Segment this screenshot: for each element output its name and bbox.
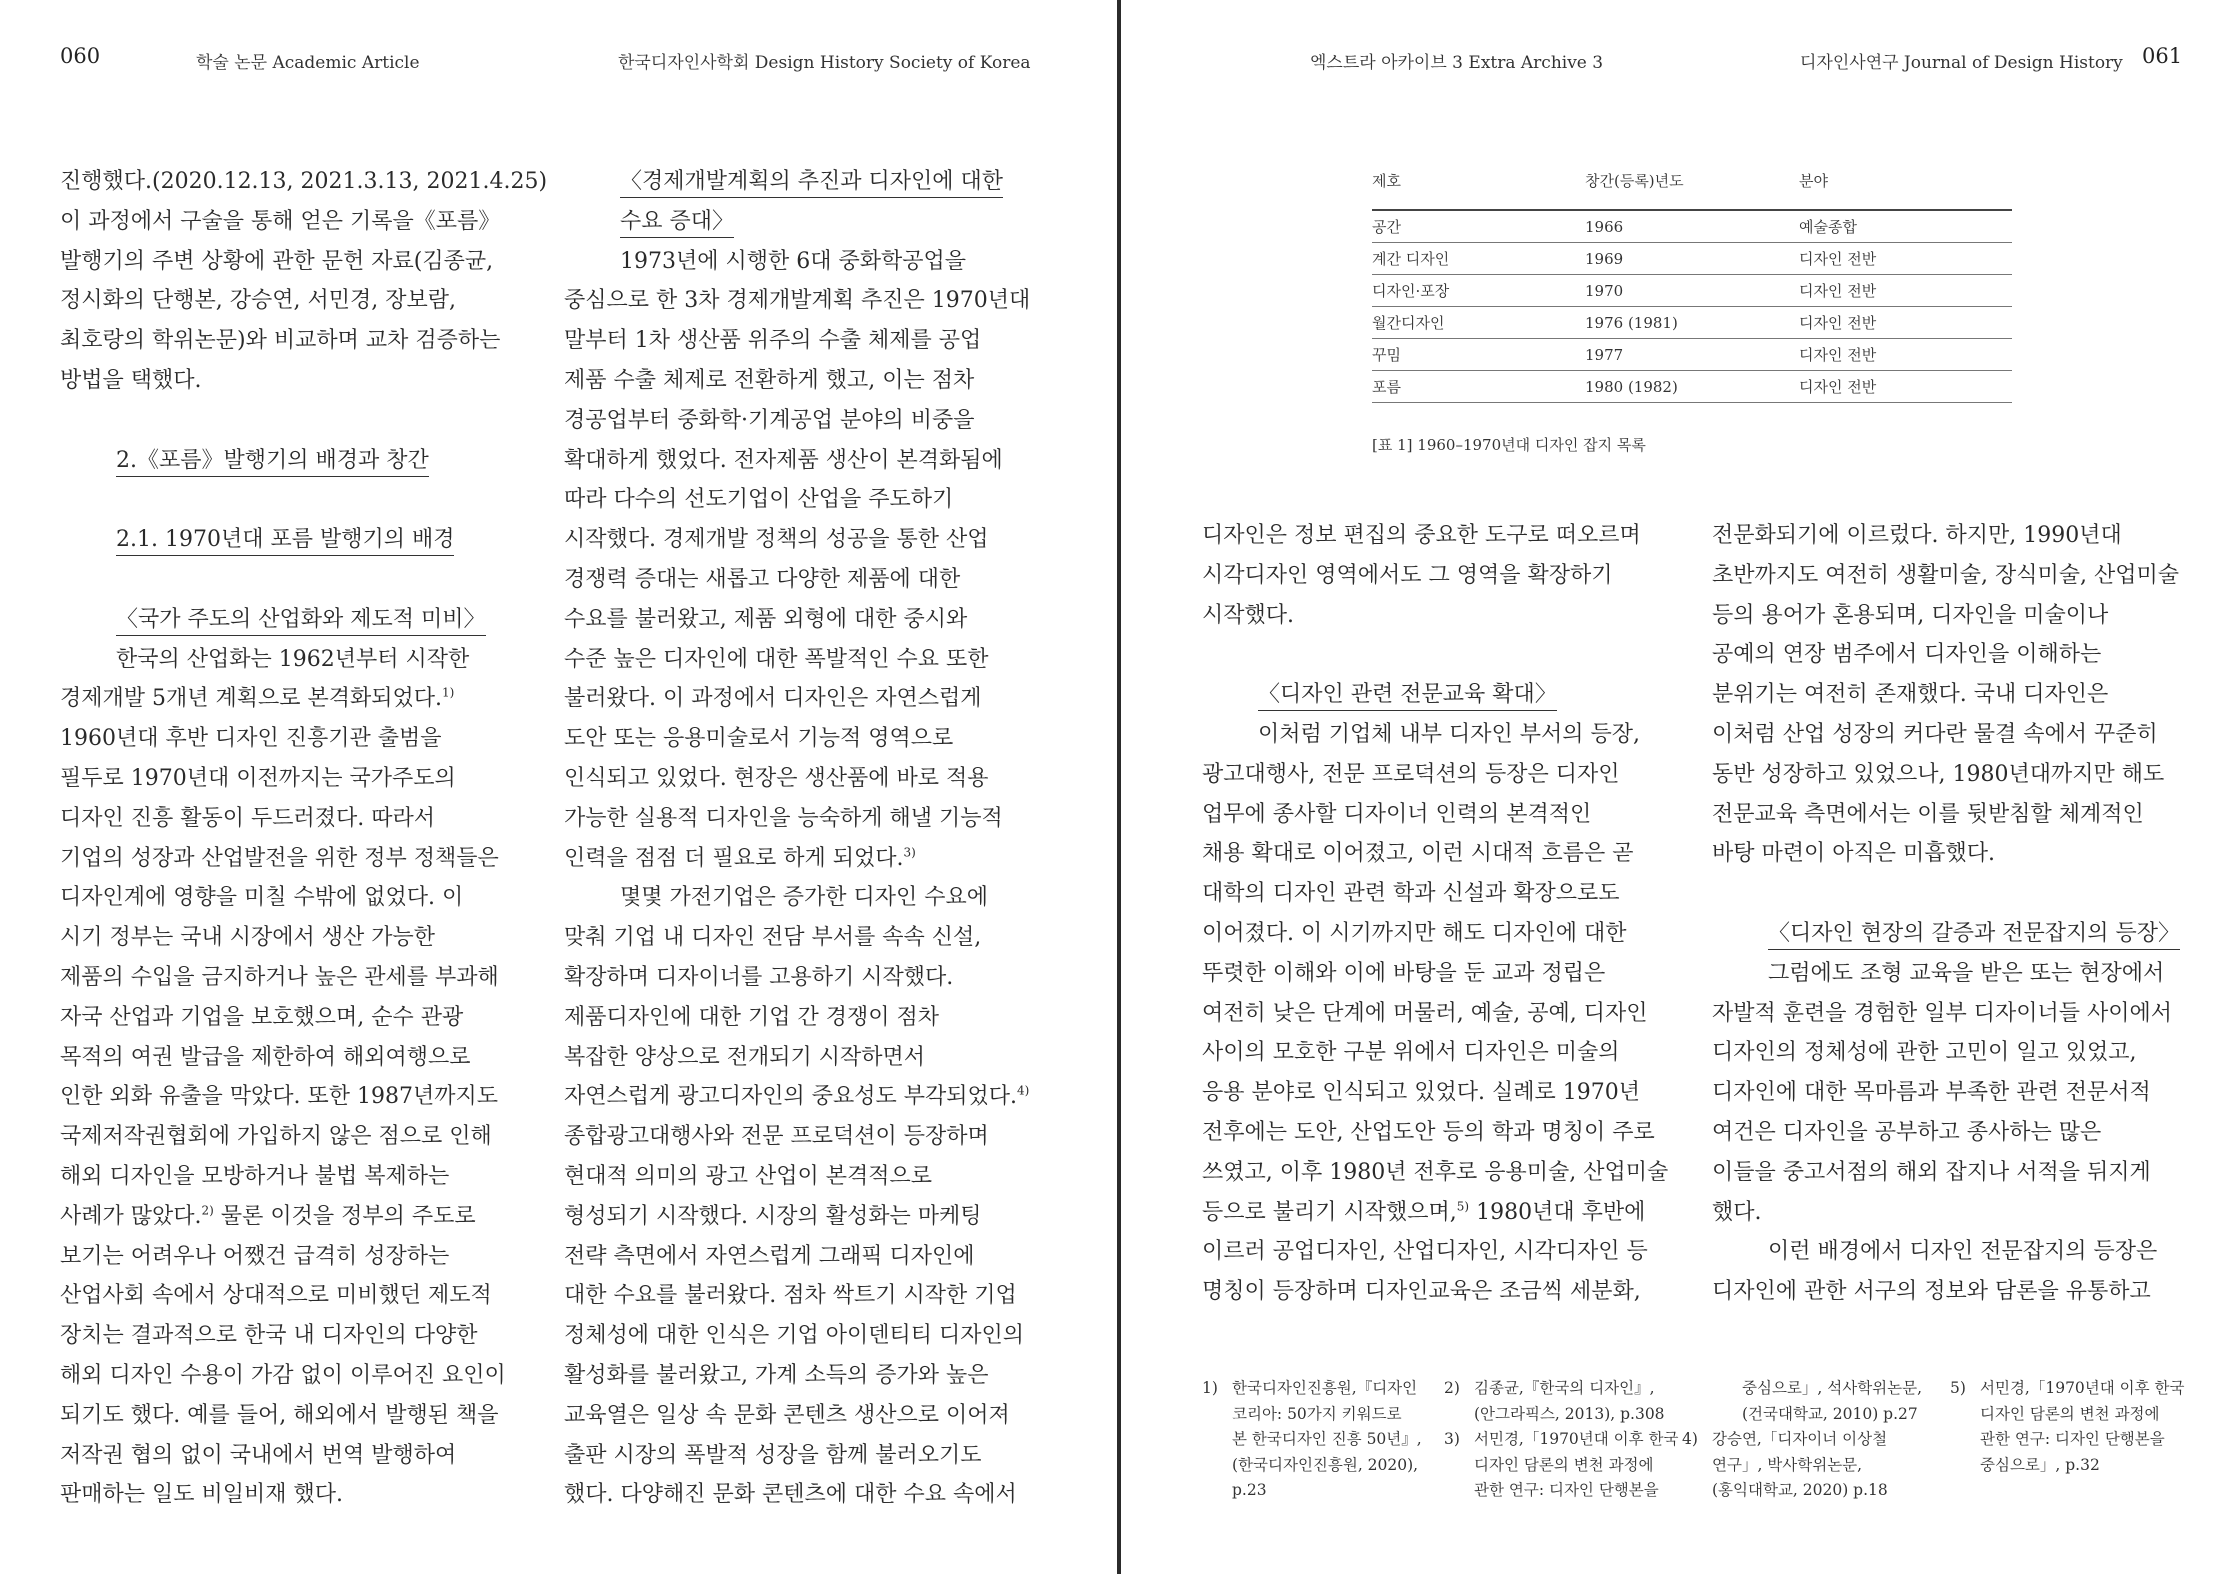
text-line: 이르러 공업디자인, 산업디자인, 시각디자인 등 xyxy=(1202,1239,1648,1265)
table-header-year: 창간(등록)년도 xyxy=(1585,164,1799,210)
text-line: 1973년에 시행한 6대 중화학공업을 xyxy=(620,248,966,274)
text-line: 이처럼 기업체 내부 디자인 부서의 등장, xyxy=(1258,721,1640,747)
text-line: 자발적 훈련을 경험한 일부 디자이너들 사이에서 xyxy=(1712,1000,2173,1026)
text-line: 진행했다.(2020.12.13, 2021.3.13, 2021.4.25) xyxy=(60,169,548,194)
footnote-number: 3) xyxy=(1444,1430,1460,1448)
text-line: 했다. xyxy=(1712,1199,1762,1225)
footnote-block-1 xyxy=(1202,1376,1422,1504)
text-line: 초반까지도 여전히 생활미술, 장식미술, 산업미술 xyxy=(1712,562,2180,588)
text-column-4 xyxy=(1712,516,2180,1312)
text-line: 했다. 다양해진 문화 콘텐츠에 대한 수요 속에서 xyxy=(564,1482,1017,1508)
header-right-section: 엑스트라 아카이브 3 Extra Archive 3 xyxy=(1310,53,1604,73)
header-left-section: 학술 논문 Academic Article xyxy=(196,53,420,73)
text-line: 여건은 디자인을 공부하고 종사하는 많은 xyxy=(1712,1119,2102,1145)
text-line: 인력을 점점 더 필요로 하게 되었다.$^{3)}$ xyxy=(564,845,916,871)
text-line: 분위기는 여전히 존재했다. 국내 디자인은 xyxy=(1712,682,2109,708)
text-column-3 xyxy=(1202,516,1668,1312)
text-line: 경쟁력 증대는 새롭고 다양한 제품에 대한 xyxy=(564,566,961,592)
text-line: 산업사회 속에서 상대적으로 미비했던 제도적 xyxy=(60,1283,492,1309)
page-number-left: 060 xyxy=(60,44,101,68)
text-line: 제품의 수입을 금지하거나 높은 관세를 부과해 xyxy=(60,964,499,990)
table-row xyxy=(1372,243,2012,275)
footnote-ref: 4) xyxy=(1017,1084,1030,1098)
text-line: 한국의 산업화는 1962년부터 시작한 xyxy=(116,646,470,672)
text-line: 필두로 1970년대 이전까지는 국가주도의 xyxy=(60,765,456,791)
text-line: 교육열은 일상 속 문화 콘텐츠 생산으로 이어져 xyxy=(564,1402,1010,1428)
table-cell: 1969 xyxy=(1585,243,1799,275)
text-line: 제품디자인에 대한 기업 간 경쟁이 점차 xyxy=(564,1004,939,1030)
text-line: 대학의 디자인 관련 학과 신설과 확장으로도 xyxy=(1202,881,1620,907)
footnote-number: 5) xyxy=(1950,1379,1966,1397)
text-line: 시작했다. xyxy=(1202,602,1295,628)
table-row xyxy=(1372,275,2012,307)
text-line: 명칭이 등장하며 디자인교육은 조금씩 세분화, xyxy=(1202,1279,1641,1305)
table-cell: 디자인 전반 xyxy=(1799,307,2012,339)
text-line: 복잡한 양상으로 전개되기 시작하면서 xyxy=(564,1044,926,1070)
footnote-3: 3) 서민경,「1970년대 이후 한국 디자인 담론의 변천 과정에 관한 연구: 디자인 단행본을 xyxy=(1444,1427,1679,1504)
text-line: 광고대행사, 전문 프로덕션의 등장은 디자인 xyxy=(1202,761,1620,787)
footnote-ref: 3) xyxy=(903,845,916,860)
table-cell: 1970 xyxy=(1585,275,1799,307)
text-line: 자연스럽게 광고디자인의 중요성도 부각되었다.$^{4)}$ xyxy=(564,1084,1030,1110)
text-line: 장치는 결과적으로 한국 내 디자인의 다양한 xyxy=(60,1323,478,1349)
footnote-4: 4) 강승연,「디자이너 이상철 연구」, 박사학위논문, (홍익대학교, 2020) p.18 xyxy=(1712,1427,1922,1504)
text-line: 인식되고 있었다. 현장은 생산품에 바로 적용 xyxy=(564,765,989,791)
text-line: 해외 디자인을 모방하거나 불법 복제하는 xyxy=(60,1163,450,1189)
text-line: 기업의 성장과 산업발전을 위한 정부 정책들은 xyxy=(60,845,499,871)
text-line: 현대적 의미의 광고 산업이 본격적으로 xyxy=(564,1163,933,1189)
text-line: 정시화의 단행본, 강승연, 서민경, 장보람, xyxy=(60,288,456,314)
text-line: 바탕 마련이 아직은 미흡했다. xyxy=(1712,841,1995,867)
topic-heading: 〈경제개발계획의 추진과 디자인에 대한 xyxy=(620,167,1003,198)
text-line: 확장하며 디자이너를 고용하기 시작했다. xyxy=(564,964,954,990)
text-line: 사이의 모호한 구분 위에서 디자인은 미술의 xyxy=(1202,1040,1620,1066)
text-line: 되기도 했다. 예를 들어, 해외에서 발행된 책을 xyxy=(60,1402,499,1428)
topic-heading: 수요 증대〉 xyxy=(620,207,734,238)
footnote-block-2 xyxy=(1444,1376,1679,1504)
table-row xyxy=(1372,371,2012,403)
table-header-field: 분야 xyxy=(1799,164,2012,210)
text-line: 국제저작권협회에 가입하지 않은 점으로 인해 xyxy=(60,1124,492,1150)
text-line: 시작했다. 경제개발 정책의 성공을 통한 산업 xyxy=(564,527,989,553)
text-line: 중심으로 한 3차 경제개발계획 추진은 1970년대 xyxy=(564,288,1031,314)
text-line: 출판 시장의 폭발적 성장을 함께 불러오기도 xyxy=(564,1442,982,1468)
text-line: 도안 또는 응용미술로서 기능적 영역으로 xyxy=(564,726,954,752)
text-line: 뚜렷한 이해와 이에 바탕을 둔 교과 정립은 xyxy=(1202,960,1606,986)
text-line: 이 과정에서 구술을 통해 얻은 기록을《포름》 xyxy=(60,208,501,234)
table-cell: 1976 (1981) xyxy=(1585,307,1799,339)
table-cell: 디자인 전반 xyxy=(1799,339,2012,371)
text-line: 전략 측면에서 자연스럽게 그래픽 디자인에 xyxy=(564,1243,975,1269)
text-line: 1960년대 후반 디자인 진흥기관 출범을 xyxy=(60,726,442,752)
topic-heading: 〈디자인 관련 전문교육 확대〉 xyxy=(1258,680,1557,711)
table-cell: 계간 디자인 xyxy=(1372,243,1585,275)
header-left-society: 한국디자인사학회 Design History Society of Korea xyxy=(618,53,1031,73)
section-heading: 2.《포름》발행기의 배경과 창간 xyxy=(116,446,429,477)
footnote-5: 5) 서민경,「1970년대 이후 한국 디자인 담론의 변천 과정에 관한 연구: 디자인 단행본을 중심으로」, p.32 xyxy=(1950,1376,2185,1478)
book-gutter xyxy=(1117,0,1121,1574)
text-line: 이어졌다. 이 시기까지만 해도 디자인에 대한 xyxy=(1202,920,1627,946)
text-line: 최호랑의 학위논문)와 비교하며 교차 검증하는 xyxy=(60,328,501,354)
text-line: 경공업부터 중화학·기계공업 분야의 비중을 xyxy=(564,407,975,433)
table-cell: 디자인 전반 xyxy=(1799,275,2012,307)
text-line: 등의 용어가 혼용되며, 디자인을 미술이나 xyxy=(1712,602,2109,628)
text-line: 응용 분야로 인식되고 있었다. 실례로 1970년 xyxy=(1202,1080,1640,1106)
footnote-ref: 2) xyxy=(201,1203,214,1218)
table-header-row xyxy=(1372,164,2012,210)
text-line: 이처럼 산업 성장의 커다란 물결 속에서 꾸준히 xyxy=(1712,721,2158,747)
table-cell: 예술종합 xyxy=(1799,210,2012,243)
footnote-number: 4) xyxy=(1682,1430,1698,1448)
text-line: 전문교육 측면에서는 이를 뒷받침할 체계적인 xyxy=(1712,801,2144,827)
text-line: 종합광고대행사와 전문 프로덕션이 등장하며 xyxy=(564,1124,989,1150)
footnote-2: 2) 김종균,『한국의 디자인』, (안그라픽스, 2013), p.308 xyxy=(1444,1376,1679,1427)
table-cell: 1966 xyxy=(1585,210,1799,243)
table-cell: 디자인·포장 xyxy=(1372,275,1585,307)
text-line: 채용 확대로 이어졌고, 이런 시대적 흐름은 곧 xyxy=(1202,841,1634,867)
footnote-ref: 1) xyxy=(442,686,455,701)
text-line: 자국 산업과 기업을 보호했으며, 순수 관광 xyxy=(60,1004,464,1030)
text-line: 수요를 불러왔고, 제품 외형에 대한 중시와 xyxy=(564,606,968,632)
topic-heading: 〈디자인 현장의 갈증과 전문잡지의 등장〉 xyxy=(1768,919,2180,950)
table-header-title: 제호 xyxy=(1372,164,1585,210)
text-column-2 xyxy=(564,162,1030,1515)
text-line: 목적의 여권 발급을 제한하여 해외여행으로 xyxy=(60,1044,471,1070)
text-line: 활성화를 불러왔고, 가계 소득의 증가와 높은 xyxy=(564,1362,989,1388)
text-line: 동반 성장하고 있었으나, 1980년대까지만 해도 xyxy=(1712,761,2165,787)
text-line: 쓰였고, 이후 1980년 전후로 응용미술, 산업미술 xyxy=(1202,1159,1669,1185)
text-line: 제품 수출 체제로 전환하게 했고, 이는 점차 xyxy=(564,367,975,393)
text-line: 이들을 중고서점의 해외 잡지나 서적을 뒤지게 xyxy=(1712,1159,2151,1185)
text-line: 방법을 택했다. xyxy=(60,367,202,393)
header-right-journal: 디자인사연구 Journal of Design History xyxy=(1800,53,2123,73)
footnote-block-3 xyxy=(1682,1376,1923,1504)
text-line: 시각디자인 영역에서도 그 영역을 확장하기 xyxy=(1202,562,1613,588)
table-cell: 월간디자인 xyxy=(1372,307,1585,339)
footnote-block-4 xyxy=(1950,1376,2185,1478)
text-line: 디자인의 정체성에 관한 고민이 일고 있었고, xyxy=(1712,1040,2137,1066)
footnote-1: 1) 한국디자인진흥원,『디자인 코리아: 50가지 키워드로 본 한국디자인 진흥 50년』, (한국디자인진흥원, 2020), p.23 xyxy=(1202,1376,1422,1504)
footnote-ref: 5) xyxy=(1456,1199,1470,1214)
text-line: 디자인계에 영향을 미칠 수밖에 없었다. 이 xyxy=(60,885,464,911)
topic-heading: 〈국가 주도의 산업화와 제도적 미비〉 xyxy=(116,605,486,636)
table-caption: [표 1] 1960–1970년대 디자인 잡지 목록 xyxy=(1372,436,1646,454)
text-line: 경제개발 5개년 계획으로 본격화되었다.$^{1)}$ xyxy=(60,686,455,712)
text-line: 수준 높은 디자인에 대한 폭발적인 수요 또한 xyxy=(564,646,989,672)
text-line: 디자인은 정보 편집의 중요한 도구로 떠오르며 xyxy=(1202,523,1641,548)
text-line: 대한 수요를 불러왔다. 점차 싹트기 시작한 기업 xyxy=(564,1283,1017,1309)
text-line: 발행기의 주변 상황에 관한 문헌 자료(김종균, xyxy=(60,248,494,274)
text-line: 따라 다수의 선도기업이 산업을 주도하기 xyxy=(564,487,954,513)
text-line: 전후에는 도안, 산업도안 등의 학과 명칭이 주로 xyxy=(1202,1119,1655,1145)
footnote-number: 2) xyxy=(1444,1379,1460,1397)
table-cell: 꾸밈 xyxy=(1372,339,1585,371)
text-line: 디자인에 관한 서구의 정보와 담론을 유통하고 xyxy=(1712,1279,2151,1305)
text-line: 해외 디자인 수용이 가감 없이 이루어진 요인이 xyxy=(60,1362,506,1388)
table-cell: 포름 xyxy=(1372,371,1585,403)
table-row xyxy=(1372,210,2012,243)
text-line: 저작권 협의 없이 국내에서 번역 발행하여 xyxy=(60,1442,457,1468)
text-line: 형성되기 시작했다. 시장의 활성화는 마케팅 xyxy=(564,1203,982,1229)
table-row xyxy=(1372,339,2012,371)
table-cell: 디자인 전반 xyxy=(1799,371,2012,403)
table-cell: 1977 xyxy=(1585,339,1799,371)
text-line: 가능한 실용적 디자인을 능숙하게 해낼 기능적 xyxy=(564,805,1003,831)
table-row xyxy=(1372,307,2012,339)
table-cell: 디자인 전반 xyxy=(1799,243,2012,275)
footnote-number: 1) xyxy=(1202,1379,1218,1397)
text-line: 그럼에도 조형 교육을 받은 또는 현장에서 xyxy=(1768,960,2165,986)
text-line: 판매하는 일도 비일비재 했다. xyxy=(60,1482,343,1508)
text-line: 디자인에 대한 목마름과 부족한 관련 전문서적 xyxy=(1712,1080,2151,1106)
text-line: 이런 배경에서 디자인 전문잡지의 등장은 xyxy=(1768,1239,2158,1265)
subsection-heading: 2.1. 1970년대 포름 발행기의 배경 xyxy=(116,525,454,556)
text-line: 등으로 불리기 시작했으며,$^{5)}$ 1980년대 후반에 xyxy=(1202,1199,1646,1225)
table-cell: 공간 xyxy=(1372,210,1585,243)
text-line: 디자인 진흥 활동이 두드러졌다. 따라서 xyxy=(60,805,435,831)
text-line: 전문화되기에 이르렀다. 하지만, 1990년대 xyxy=(1712,523,2122,548)
text-line: 인한 외화 유출을 막았다. 또한 1987년까지도 xyxy=(60,1084,498,1110)
text-line: 업무에 종사할 디자이너 인력의 본격적인 xyxy=(1202,801,1592,827)
text-line: 공예의 연장 범주에서 디자인을 이해하는 xyxy=(1712,642,2102,668)
footnote-3-continued: 중심으로」, 석사학위논문, (건국대학교, 2010) p.27 xyxy=(1742,1379,1923,1423)
text-line: 말부터 1차 생산품 위주의 수출 체제를 공업 xyxy=(564,328,982,354)
table-cell: 1980 (1982) xyxy=(1585,371,1799,403)
text-column-1 xyxy=(60,162,547,1515)
text-line: 불러왔다. 이 과정에서 디자인은 자연스럽게 xyxy=(564,686,982,712)
text-line: 보기는 어려우나 어쨌건 급격히 성장하는 xyxy=(60,1243,450,1269)
text-line: 사례가 많았다.$^{2)}$ 물론 이것을 정부의 주도로 xyxy=(60,1203,476,1229)
text-line: 정체성에 대한 인식은 기업 아이덴티티 디자인의 xyxy=(564,1323,1025,1349)
text-line: 몇몇 가전기업은 증가한 디자인 수요에 xyxy=(620,885,989,911)
text-line: 여전히 낮은 단계에 머물러, 예술, 공예, 디자인 xyxy=(1202,1000,1648,1026)
text-line: 시기 정부는 국내 시장에서 생산 가능한 xyxy=(60,925,435,951)
text-line: 맞춰 기업 내 디자인 전담 부서를 속속 신설, xyxy=(564,925,982,951)
magazine-list-table xyxy=(1372,164,2012,403)
page-number-right: 061 xyxy=(2142,44,2183,68)
text-line: 확대하게 했었다. 전자제품 생산이 본격화됨에 xyxy=(564,447,1003,473)
